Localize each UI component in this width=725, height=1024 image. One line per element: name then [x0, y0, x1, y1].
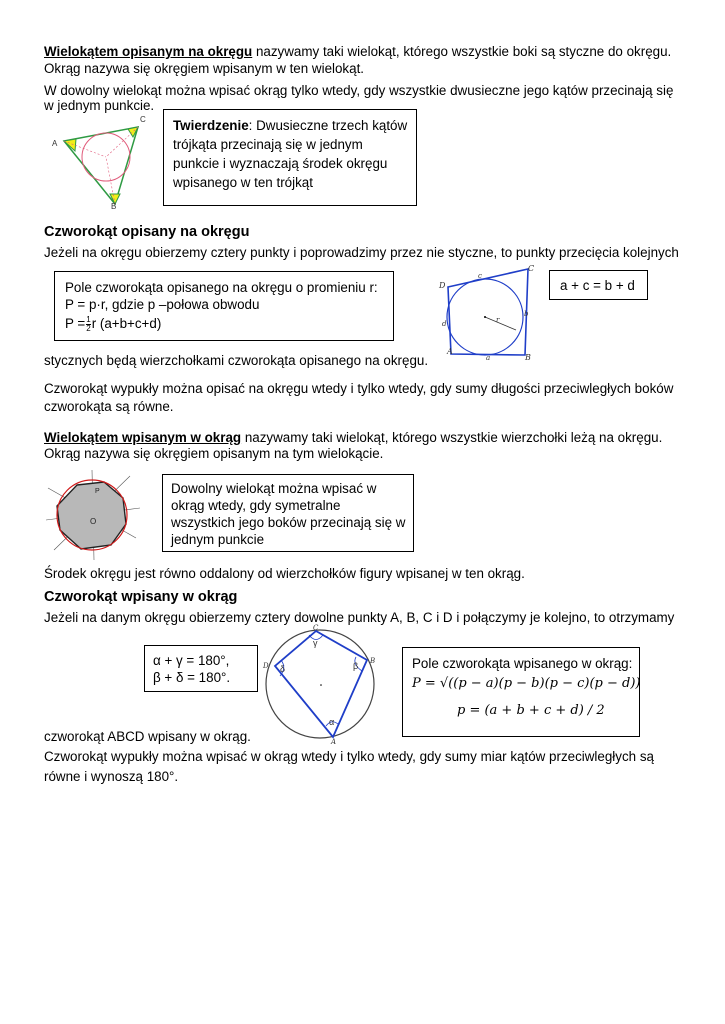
theorem-box [163, 109, 417, 206]
alpha-label: α [329, 717, 335, 727]
term-circumscribed-polygon: Wielokątem opisanym na okręgu [44, 44, 253, 59]
inscribed-quad-intro: Jeżeli na danym okręgu obierzemy cztery dowolne punkty A, B, C i D i połączymy je kolejno, to otrzymamy [44, 610, 675, 625]
label-D: D [439, 281, 446, 290]
fraction-denominator: 2 [86, 323, 91, 333]
quadrilateral-outline [448, 269, 528, 355]
area-formula-rhs: r (a+b+c+d) [91, 316, 162, 331]
circumscribed-quad-intro: Jeżeli na okręgu obierzemy cztery punkty i poprowadzimy przez nie styczne, to punkty przecięcia kolejnych [44, 245, 679, 260]
inscribed-condition-2: równe i wynoszą 180°. [44, 769, 179, 784]
circumscribed-quadrilateral-diagram [434, 262, 544, 362]
bisector-condition-line: W dowolny wielokąt można wpisać okrąg tylko wtedy, gdy wszystkie dwusieczne jego kątów przecinają się [44, 83, 674, 98]
label-P: P [95, 488, 100, 495]
side-label-a: a [486, 354, 491, 362]
cyclic-area-title: Pole czworokąta wpisanego w okrąg: [412, 656, 633, 671]
cyclic-quadrilateral-diagram [260, 624, 380, 744]
intro-line-1 [44, 43, 671, 60]
angle-sum-box [144, 645, 258, 692]
cyclic-quadrilateral-outline [275, 631, 367, 737]
incircle-name-line: Okrąg nazywa się okręgiem wpisanym w ten wielokąt. [44, 61, 365, 76]
inscribed-condition-1: Czworokąt wypukły można wpisać w okrąg wtedy i tylko wtedy, gdy sumy miar kątów przeciwległych są [44, 749, 654, 764]
circumscribed-condition-2: czworokąta są równe. [44, 399, 174, 414]
area-formula [65, 315, 393, 333]
bisector-text-4: jednym punkcie [171, 532, 265, 547]
fraction-numerator: 1 [86, 314, 91, 324]
opposite-sides-box [549, 270, 648, 300]
radius-label: r [496, 316, 500, 324]
term-inscribed-polygon: Wielokątem wpisanym w okrąg [44, 430, 242, 445]
label-b: B [111, 202, 117, 210]
side-label-d: d [442, 320, 447, 328]
side-label-b: b [524, 310, 529, 318]
triangle-outline [64, 127, 138, 204]
brahmagupta-formula: P = √((p − a)(p − b)(p − c)(p − d)) [412, 676, 641, 691]
label-C: C [313, 624, 319, 632]
tangent-vertices-line: stycznych będą wierzchołkami czworokąta opisanego na okręgu. [44, 353, 429, 368]
semiperimeter-formula: p = (a + b + c + d) / 2 [457, 703, 605, 718]
theorem-text-2: trójkąta przecinają się w jednym [173, 137, 363, 152]
area-formula-lhs: P = [65, 316, 86, 331]
radius-line [485, 317, 516, 330]
beta-label: β [353, 661, 359, 671]
label-B: B [370, 657, 376, 665]
label-D: D [263, 662, 269, 670]
abcd-inscribed-line: czworokąt ABCD wpisany w okrąg. [44, 729, 251, 744]
label-O: O [90, 517, 97, 526]
label-A: A [331, 738, 337, 744]
bisector-text-2: okrąg wtedy, gdy symetralne [171, 498, 341, 513]
side-label-c: c [478, 272, 482, 280]
inscribed-definition-text: nazywamy taki wielokąt, którego wszystkie wierzchołki leżą na okręgu. [241, 430, 663, 445]
circumscribed-area-box [54, 271, 394, 341]
circumscribed-condition-1: Czworokąt wypukły można opisać na okręgu wtedy i tylko wtedy, gdy sumy długości przeciwległych boków [44, 381, 674, 396]
theorem-text-3: punkcie i wyznaczają środek okręgu [173, 156, 388, 171]
opposite-sides-equation: a + c = b + d [560, 278, 635, 293]
perpendicular-bisector-box [162, 474, 414, 552]
angle-sum-1: α + γ = 180°, [153, 653, 230, 668]
label-A: A [447, 347, 453, 356]
angle-sum-2: β + δ = 180°. [153, 670, 231, 685]
heading-inscribed-quadrilateral: Czworokąt wpisany w okrąg [44, 589, 238, 605]
label-C: C [528, 264, 535, 273]
heading-circumscribed-quadrilateral: Czworokąt opisany na okręgu [44, 224, 250, 240]
area-text-2: P = p·r, gdzie p –połowa obwodu [65, 297, 260, 312]
inscribed-polygon-diagram [44, 468, 144, 562]
theorem-text-1: : Dwusieczne trzech kątów [248, 118, 408, 133]
bisector-text-1: Dowolny wielokąt można wpisać w [171, 481, 377, 496]
area-text-1: Pole czworokąta opisanego na okręgu o promieniu r: [65, 280, 378, 295]
delta-label: δ [280, 664, 286, 674]
cyclic-area-box [402, 647, 640, 737]
half-fraction [86, 316, 90, 333]
center-point [320, 684, 322, 686]
circumcircle-name-line: Okrąg nazywa się okręgiem opisanym na tym wielokącie. [44, 446, 384, 461]
inscribed-polygon-line-1 [44, 429, 662, 446]
bisector-text-3: wszystkich jego boków przecinają się w [171, 515, 406, 530]
theorem-label: Twierdzenie [173, 118, 249, 133]
triangle-incircle-diagram [42, 110, 162, 210]
center-equidistant-line: Środek okręgu jest równo oddalony od wierzchołków figury wpisanej w ten okrąg. [44, 566, 525, 581]
label-a: A [52, 139, 58, 148]
inscribed-octagon [57, 482, 126, 549]
label-B: B [525, 353, 531, 362]
label-c: C [140, 115, 146, 124]
theorem-text-4: wpisanego w ten trójkąt [173, 175, 313, 190]
definition-text: nazywamy taki wielokąt, którego wszystkie boki są styczne do okręgu. [252, 44, 672, 59]
bisector-condition-line-2: w jednym punkcie. [44, 98, 155, 113]
center-point [484, 316, 486, 318]
gamma-label: γ [313, 638, 318, 648]
